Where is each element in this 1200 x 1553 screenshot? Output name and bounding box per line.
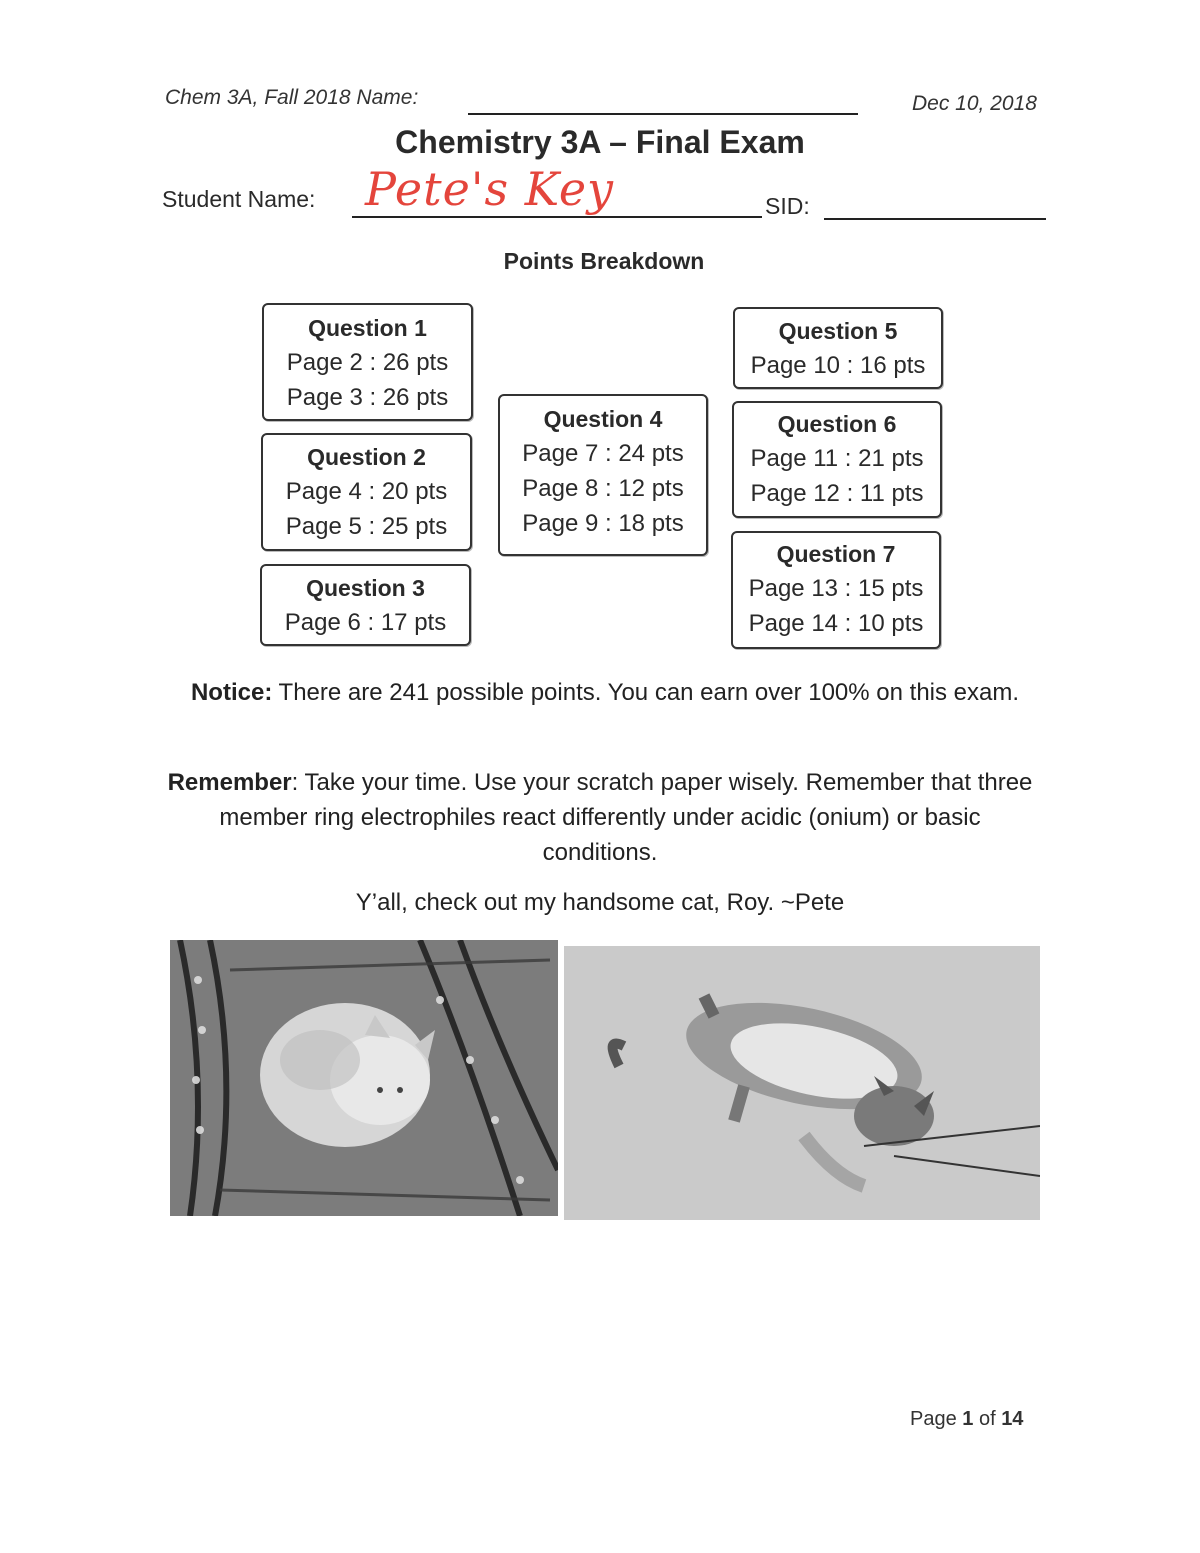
question-points-line: Page 8 : 12 pts: [522, 475, 684, 502]
points-breakdown-heading: Points Breakdown: [503, 248, 705, 274]
current-page: 1: [962, 1408, 974, 1430]
question-points-line: Page 13 : 15 pts: [748, 575, 924, 602]
question-title: Question 4: [543, 406, 663, 432]
of-word: of: [973, 1408, 1002, 1430]
question-box-2: [261, 433, 472, 551]
question-box-3: [260, 564, 471, 646]
sid-blank-line: [824, 218, 1046, 220]
question-points-line: Page 14 : 10 pts: [748, 610, 924, 637]
question-points-line: Page 6 : 17 pts: [284, 609, 447, 636]
page-title: Chemistry 3A – Final Exam: [395, 124, 805, 160]
question-box-7: [731, 531, 941, 649]
notice-label: Notice:: [190, 679, 273, 706]
notice-paragraph: [170, 675, 1040, 710]
question-title: Question 7: [776, 541, 896, 567]
question-points-line: Page 4 : 20 pts: [285, 478, 448, 505]
student-name-line: [352, 216, 762, 218]
course-header: Chem 3A, Fall 2018 Name:: [165, 86, 419, 109]
exam-date: Dec 10, 2018: [912, 92, 1037, 115]
question-box-1: [262, 303, 473, 421]
cat-caption: Y’all, check out my handsome cat, Roy. ~Pete: [355, 889, 845, 916]
question-title: Question 3: [306, 575, 425, 601]
page-number: [910, 1408, 1023, 1431]
remember-text: : Take your time. Use your scratch paper wisely. Remember that three member ring electrophiles react differently under acidic (onium) or basic conditions.: [219, 769, 1033, 866]
cat-photo-pavement: [564, 946, 1040, 1220]
question-points-line: Page 11 : 21 pts: [750, 445, 924, 472]
question-title: Question 5: [778, 318, 898, 344]
question-title: Question 2: [307, 444, 426, 470]
question-points-line: Page 3 : 26 pts: [286, 384, 449, 411]
remember-label: Remember: [167, 769, 292, 796]
question-points-line: Page 7 : 24 pts: [522, 440, 684, 467]
question-box-5: [733, 307, 943, 389]
question-points-line: Page 2 : 26 pts: [286, 349, 449, 376]
handwritten-student-name: Pete's Key: [365, 162, 615, 216]
question-title: Question 6: [777, 411, 897, 437]
question-box-4: [498, 394, 708, 556]
page-word: Page: [910, 1408, 963, 1430]
remember-paragraph: [160, 765, 1040, 870]
question-points-line: Page 10 : 16 pts: [750, 352, 926, 379]
cat-photo-chair: [170, 940, 558, 1216]
question-points-line: Page 5 : 25 pts: [285, 513, 448, 540]
student-name-label: Student Name:: [162, 186, 316, 212]
question-title: Question 1: [308, 315, 427, 341]
question-points-line: Page 12 : 11 pts: [750, 480, 924, 507]
notice-text: There are 241 possible points. You can earn over 100% on this exam.: [272, 679, 1020, 706]
total-pages: 14: [1001, 1408, 1024, 1430]
name-blank-line: [468, 113, 858, 115]
question-box-6: [732, 401, 942, 518]
question-points-line: Page 9 : 18 pts: [522, 510, 684, 537]
sid-label: SID:: [765, 193, 810, 219]
